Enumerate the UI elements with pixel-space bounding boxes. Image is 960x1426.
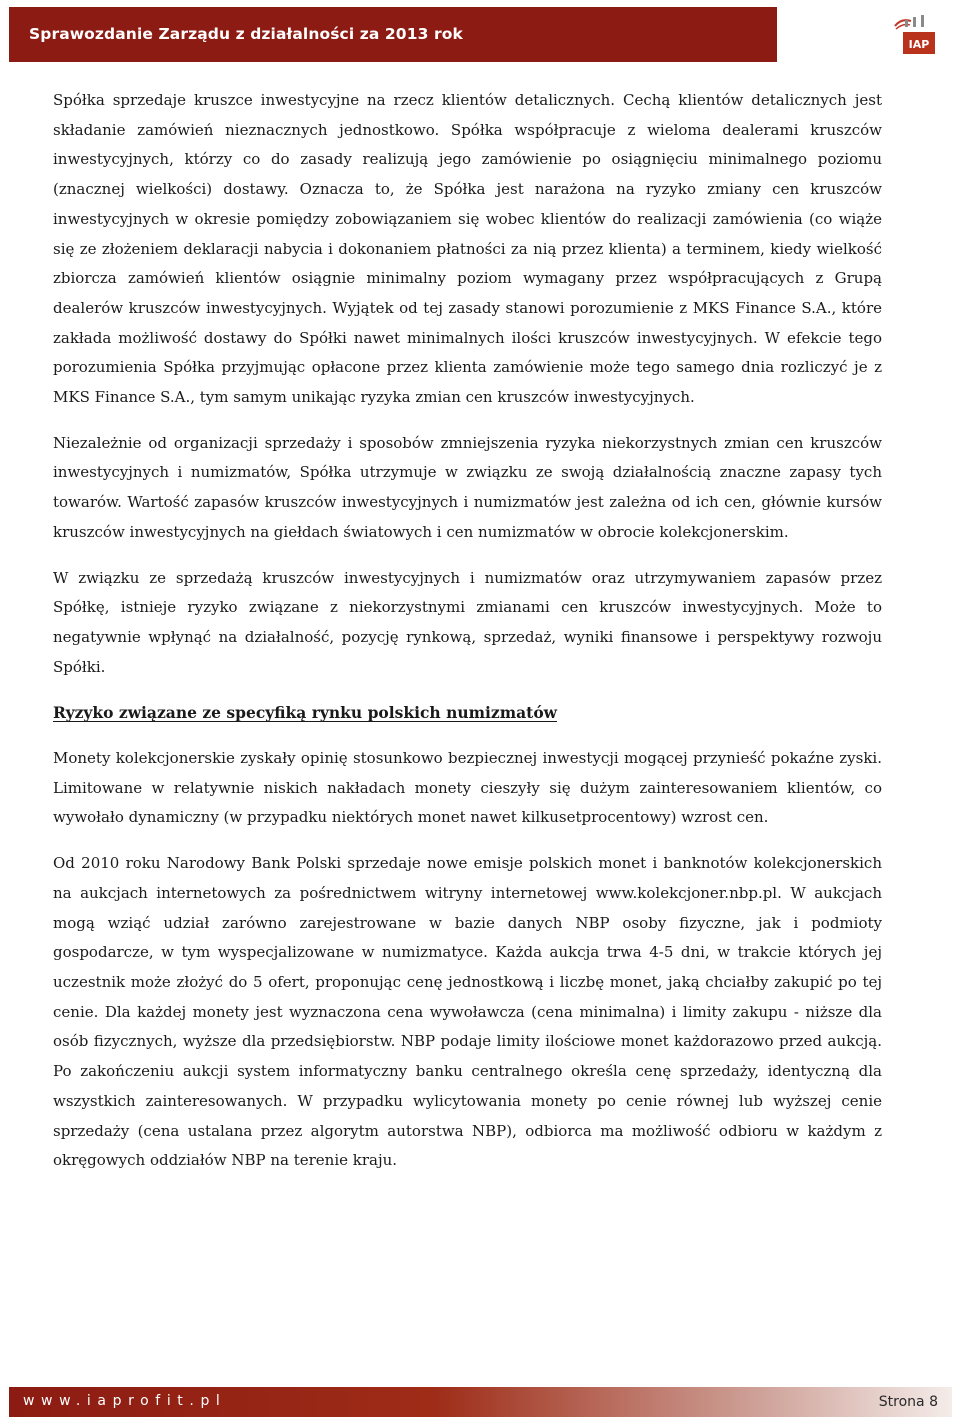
- paragraph-5: Od 2010 roku Narodowy Bank Polski sprzedaje nowe emisje polskich monet i banknotów kolekcjonerskich na aukcjach internetowych za pośrednictwem witryny internetowej www.kolekcjoner.nbp.pl. W aukcjach mogą wziąć udział zarówno zarejestrowane w bazie danych NBP osoby fizyczne, jak i podmioty gospodarcze, w tym wyspecjalizowane w numizmatyce. Każda aukcja trwa 4-5 dni, w trakcie których jej uczestnik może złożyć do 5 ofert, proponując cenę jednostkową i liczbę monet, jaką chciałby zakupić po tej cenie. Dla każdej monety jest wyznaczona cena wywoławcza (cena minimalna) i limity zakupu - niższe dla osób fizycznych, wyższe dla przedsiębiorstw. NBP podaje limity ilościowe monet każdorazowo przed aukcją. Po zakończeniu aukcji system informatyczny banku centralnego określa cenę sprzedaży, identyczną dla wszystkich zainteresowanych. W przypadku wylicytowania monety po cenie równej lub wyższej cenie sprzedaży (cena ustalana przez algorytm autorstwa NBP), odbiorca ma możliwość odbioru w każdym z okręgowych oddziałów NBP na terenie kraju.: [53, 854, 882, 1170]
- header-bar: [9, 7, 777, 62]
- logo-text: IAP: [908, 38, 930, 51]
- footer-bar: [9, 1387, 952, 1417]
- paragraph-1: Spółka sprzedaje kruszce inwestycyjne na rzecz klientów detalicznych. Cechą klientów detalicznych jest składanie zamówień nieznacznych jednostkowo. Spółka współpracuje z wieloma dealerami kruszców inwestycyjnych, którzy co do zasady realizują jego zamówienie po osiągnięciu minimalnego poziomu (znacznej wielkości) dostawy. Oznacza to, że Spółka jest narażona na ryzyko zmiany cen kruszców inwestycyjnych w okresie pomiędzy zobowiązaniem się wobec klientów do realizacji zamówienia (co wiąże się ze złożeniem deklaracji nabycia i dokonaniem płatności za nią przez klienta) a terminem, kiedy wielkość zbiorcza zamówień klientów osiągnie minimalny poziom wymagany przez współpracujących z Grupą dealerów kruszców inwestycyjnych. Wyjątek od tej zasady stanowi porozumienie z MKS Finance S.A., które zakłada możliwość dostawy do Spółki nawet minimalnych ilości kruszców inwestycyjnych. W efekcie tego porozumienia Spółka przyjmując opłacone przez klienta zamówienie może tego samego dnia rozliczyć je z MKS Finance S.A., tym samym unikając ryzyka zmian cen kruszców inwestycyjnych.: [53, 91, 882, 407]
- page-number: Strona 8: [878, 1394, 938, 1410]
- paragraph-3: W związku ze sprzedażą kruszców inwestycyjnych i numizmatów oraz utrzymywaniem zapasów przez Spółkę, istnieje ryzyko związane z niekorzystnymi zmianami cen kruszców inwestycyjnych. Może to negatywnie wpłynąć na działalność, pozycję rynkową, sprzedaż, wyniki finansowe i perspektywy rozwoju Spółki.: [53, 568, 882, 676]
- paragraph-4: Monety kolekcjonerskie zyskały opinię stosunkowo bezpiecznej inwestycji mogącej przynieść pokaźne zyski. Limitowane w relatywnie niskich nakładach monety cieszyły się dużym zainteresowaniem klientów, co wywołało dynamiczny (w przypadku niektórych monet nawet kilkusetprocentowy) wzrost cen.: [53, 749, 882, 827]
- iap-logo-icon: [893, 14, 943, 56]
- document-body: [53, 86, 882, 1192]
- section-heading: Ryzyko związane ze specyfiką rynku polskich numizmatów: [53, 703, 558, 723]
- footer-website-link[interactable]: www.iaprofit.pl: [23, 1393, 227, 1409]
- paragraph-2: Niezależnie od organizacji sprzedaży i sposobów zmniejszenia ryzyka niekorzystnych zmian cen kruszców inwestycyjnych i numizmatów, Spółka utrzymuje w związku ze swoją działalnością znaczne zapasy tych towarów. Wartość zapasów kruszców inwestycyjnych i numizmatów jest zależna od ich cen, głównie kursów kruszców inwestycyjnych na giełdach światowych i cen numizmatów w obrocie kolekcjonerskim.: [53, 433, 882, 541]
- iap-logo: [893, 14, 943, 56]
- report-title: Sprawozdanie Zarządu z działalności za 2013 rok: [29, 25, 463, 43]
